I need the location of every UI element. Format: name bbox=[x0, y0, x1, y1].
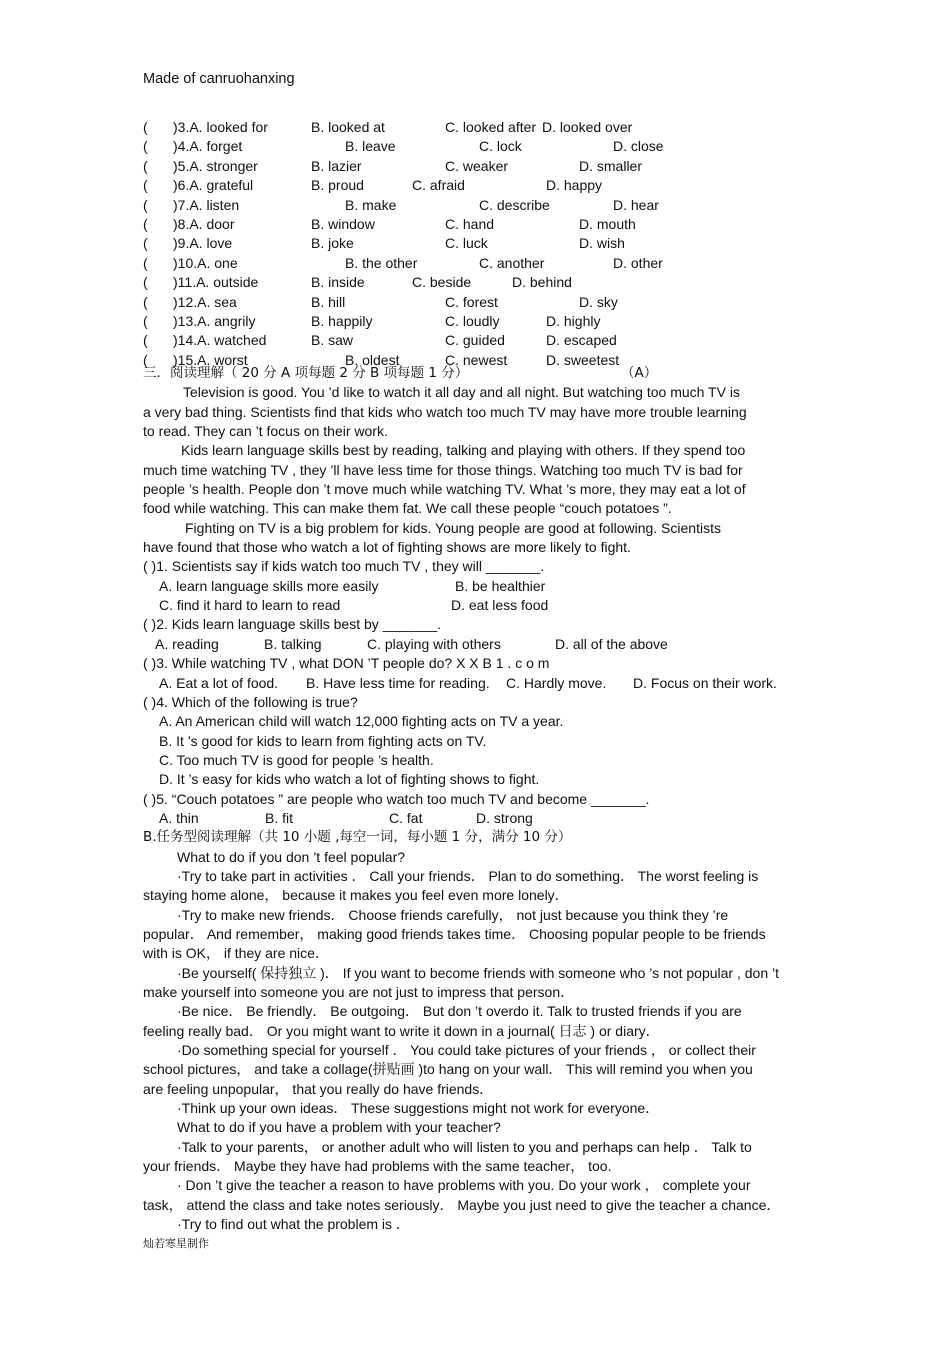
passage-b-text: ·Be nice． Be friendly． Be outgoing． But don ’t overdo it. Talk to trusted friends if you are bbox=[177, 1003, 742, 1020]
cloze-option-c: C. newest bbox=[445, 351, 508, 368]
cloze-option-c: C. luck bbox=[445, 235, 488, 252]
cloze-row bbox=[143, 312, 863, 331]
part-b-heading bbox=[143, 828, 843, 847]
cloze-question-a: )14.A. watched bbox=[173, 332, 267, 349]
cloze-answer-bracket: ( bbox=[143, 293, 148, 310]
passage-b-line bbox=[143, 1157, 843, 1176]
option-a: A. reading bbox=[155, 635, 219, 652]
option-b: B. be healthier bbox=[455, 577, 546, 594]
question-stem bbox=[143, 693, 843, 712]
cloze-question-a: )7.A. listen bbox=[173, 196, 240, 213]
cloze-option-d: D. behind bbox=[512, 274, 572, 291]
cloze-question-a: )4.A. forget bbox=[173, 138, 243, 155]
question-text: ( )4. Which of the following is true? bbox=[143, 693, 358, 710]
option-row bbox=[143, 712, 843, 731]
cloze-option-c: C. hand bbox=[445, 215, 495, 232]
passage-b-text: ·Be yourself( 保持独立 )． If you want to become friends with someone who ’s not popular , don ’t bbox=[177, 964, 780, 981]
cloze-option-d: D. escaped bbox=[546, 332, 617, 349]
option-row bbox=[143, 751, 843, 770]
passage-b-text: What to do if you have a problem with your teacher? bbox=[177, 1119, 501, 1136]
passage-a bbox=[143, 383, 843, 557]
cloze-option-b: B. the other bbox=[345, 254, 418, 271]
cloze-answer-bracket: ( bbox=[143, 351, 148, 368]
option-a: A. Eat a lot of food. bbox=[159, 674, 279, 691]
passage-b-text: are feeling unpopular， that you really do have friends． bbox=[143, 1080, 494, 1097]
passage-b-line bbox=[143, 906, 843, 925]
question-text: ( )2. Kids learn language skills best by _______. bbox=[143, 616, 442, 633]
cloze-question-a: )6.A. grateful bbox=[173, 177, 254, 194]
passage-b-line bbox=[143, 1002, 843, 1021]
passage-b-line bbox=[143, 1176, 843, 1195]
passage-a-text: a very bad thing. Scientists find that kids who watch too much TV may have more trouble learning bbox=[143, 403, 747, 420]
option-c: C. playing with others bbox=[367, 635, 501, 652]
cloze-option-b: B. lazier bbox=[311, 157, 362, 174]
option-d: D. It ’s easy for kids who watch a lot of fighting shows to fight. bbox=[159, 771, 540, 788]
question-stem bbox=[143, 654, 843, 673]
passage-b-line bbox=[143, 1215, 843, 1234]
passage-a-text: Fighting on TV is a big problem for kids. Young people are good at following. Scientists bbox=[185, 519, 721, 536]
passage-b-text: What to do if you don ’t feel popular? bbox=[177, 848, 406, 865]
passage-b-text: ·Try to make new friends． Choose friends carefully， not just because you think they ’re bbox=[177, 906, 729, 923]
part-a-label: （A） bbox=[621, 365, 658, 381]
passage-b-text: feeling really bad． Or you might want to write it down in a journal( 日志 ) or diary． bbox=[143, 1022, 660, 1039]
cloze-option-b: B. make bbox=[345, 196, 397, 213]
cloze-option-c: C. looked after bbox=[445, 119, 537, 135]
cloze-option-c: C. lock bbox=[479, 138, 522, 155]
passage-a-text: food while watching. This can make them fat. We call these people “couch potatoes ”. bbox=[143, 500, 672, 517]
cloze-answer-bracket: ( bbox=[143, 177, 148, 194]
passage-b-line bbox=[143, 944, 843, 963]
cloze-question-a: )9.A. love bbox=[173, 235, 233, 252]
cloze-question-a: )5.A. stronger bbox=[173, 157, 258, 174]
passage-b-line bbox=[143, 983, 843, 1002]
passage-b-line bbox=[143, 1060, 843, 1079]
cloze-answer-bracket: ( bbox=[143, 254, 148, 271]
cloze-option-b: B. proud bbox=[311, 177, 364, 194]
option-b: B. Have less time for reading. bbox=[306, 674, 490, 691]
cloze-answer-bracket: ( bbox=[143, 312, 148, 329]
option-row bbox=[143, 770, 843, 789]
cloze-question-a: )10.A. one bbox=[173, 254, 238, 271]
cloze-option-d: D. highly bbox=[546, 312, 601, 329]
cloze-option-c: C. weaker bbox=[445, 157, 509, 174]
option-b: B. fit bbox=[265, 809, 294, 826]
passage-b-line bbox=[143, 1080, 843, 1099]
cloze-option-d: D. hear bbox=[613, 196, 659, 213]
passage-a-line bbox=[143, 538, 843, 557]
cloze-row bbox=[143, 215, 863, 234]
question-text: ( )1. Scientists say if kids watch too much TV , they will _______. bbox=[143, 558, 545, 575]
passage-b-text: ·Talk to your parents， or another adult who will listen to you and perhaps can help ． Talk to bbox=[177, 1138, 752, 1155]
cloze-option-b: B. hill bbox=[311, 293, 346, 310]
passage-b-line bbox=[143, 886, 843, 905]
cloze-row bbox=[143, 273, 863, 292]
option-d: D. Focus on their work. bbox=[633, 674, 777, 691]
passage-b-line bbox=[143, 925, 843, 944]
option-row bbox=[143, 809, 843, 828]
passage-b-text: ·Try to take part in activities ． Call your friends． Plan to do something． The worst feeling is bbox=[177, 867, 759, 884]
passage-b-text: popular． And remember， making good friends takes time． Choosing popular people to be friends bbox=[143, 925, 766, 942]
question-text: ( )3. While watching TV , what DON ’T people do? X X B 1 . c o m bbox=[143, 655, 550, 672]
option-a: A. An American child will watch 12,000 fighting acts on TV a year. bbox=[159, 713, 564, 730]
cloze-question-a: )8.A. door bbox=[173, 215, 235, 232]
cloze-option-b: B. leave bbox=[345, 138, 396, 155]
cloze-option-d: D. mouth bbox=[579, 215, 636, 232]
cloze-answer-bracket: ( bbox=[143, 274, 148, 291]
cloze-option-b: B. oldest bbox=[345, 351, 400, 368]
cloze-option-b: B. inside bbox=[311, 274, 365, 291]
cloze-row bbox=[143, 157, 863, 176]
passage-a-text: to read. They can ’t focus on their work. bbox=[143, 423, 388, 440]
cloze-option-d: D. other bbox=[613, 254, 663, 271]
passage-b-line bbox=[143, 964, 843, 983]
passage-a-line bbox=[143, 461, 843, 480]
passage-a-line bbox=[143, 383, 843, 402]
option-b: B. talking bbox=[264, 635, 322, 652]
part-b-title: B.任务型阅读理解（共 10 小题 ,每空一词，每小题 1 分，满分 10 分） bbox=[143, 829, 572, 846]
option-b: B. It ’s good for kids to learn from fighting acts on TV. bbox=[159, 732, 487, 749]
page-header: Made of canruohanxing bbox=[143, 71, 295, 87]
section-three-heading bbox=[143, 364, 843, 383]
question-stem bbox=[143, 615, 843, 634]
cloze-option-c: C. loudly bbox=[445, 312, 500, 329]
passage-a-text: have found that those who watch a lot of fighting shows are more likely to fight. bbox=[143, 539, 631, 556]
passage-b-text: task， attend the class and take notes seriously． Maybe you just need to give the teacher a chance． bbox=[143, 1196, 781, 1213]
passage-b-text: make yourself into someone you are not just to impress that person． bbox=[143, 984, 575, 1000]
option-row bbox=[143, 674, 843, 693]
cloze-row bbox=[143, 118, 863, 137]
cloze-answer-bracket: ( bbox=[143, 119, 148, 135]
cloze-option-d: D. sky bbox=[579, 293, 618, 310]
question-stem bbox=[143, 790, 843, 809]
cloze-answer-bracket: ( bbox=[143, 157, 148, 174]
cloze-answer-bracket: ( bbox=[143, 215, 148, 232]
cloze-row bbox=[143, 331, 863, 350]
cloze-option-d: D. wish bbox=[579, 235, 625, 252]
option-c: C. find it hard to learn to read bbox=[159, 597, 341, 614]
option-d: D. strong bbox=[476, 809, 533, 826]
option-d: D. all of the above bbox=[555, 635, 668, 652]
cloze-row bbox=[143, 234, 863, 253]
cloze-option-d: D. close bbox=[613, 138, 664, 155]
cloze-answer-bracket: ( bbox=[143, 196, 148, 213]
cloze-question-a: )3.A. looked for bbox=[173, 119, 268, 135]
option-c: C. fat bbox=[389, 809, 423, 826]
passage-b-line bbox=[143, 1022, 843, 1041]
cloze-option-d: D. looked over bbox=[542, 119, 633, 135]
cloze-row bbox=[143, 176, 863, 195]
cloze-option-c: C. forest bbox=[445, 293, 498, 310]
passage-b-text: school pictures， and take a collage(拼贴画 )to hang on your wall． This will remind you when you bbox=[143, 1061, 753, 1078]
cloze-answer-bracket: ( bbox=[143, 235, 148, 252]
cloze-question-a: )12.A. sea bbox=[173, 293, 237, 310]
cloze-answer-bracket: ( bbox=[143, 138, 148, 155]
passage-a-line bbox=[143, 480, 843, 499]
cloze-option-c: C. guided bbox=[445, 332, 505, 349]
option-row bbox=[143, 577, 843, 596]
cloze-option-b: B. looked at bbox=[311, 119, 385, 135]
cloze-row bbox=[143, 293, 863, 312]
option-row bbox=[143, 596, 843, 615]
cloze-question-a: )11.A. outside bbox=[173, 274, 259, 291]
passage-a-line bbox=[143, 403, 843, 422]
cloze-option-c: C. beside bbox=[412, 274, 472, 291]
cloze-options-list bbox=[143, 118, 863, 370]
passage-b-line bbox=[143, 1138, 843, 1157]
passage-a-text: much time watching TV , they ’ll have less time for those things. Watching too much TV is bad for bbox=[143, 461, 743, 478]
cloze-option-d: D. happy bbox=[546, 177, 603, 194]
cloze-option-b: B. joke bbox=[311, 235, 354, 252]
passage-b-text: ·Do something special for yourself ． You could take pictures of your friends ， or collect their bbox=[177, 1042, 756, 1059]
passage-b-line bbox=[143, 848, 843, 867]
cloze-option-b: B. window bbox=[311, 215, 375, 232]
passage-b-text: your friends． Maybe they have had problems with the same teacher， too. bbox=[143, 1158, 612, 1175]
cloze-answer-bracket: ( bbox=[143, 332, 148, 349]
passage-a-text: people ’s health. People don ’t move much while watching TV. What ’s more, they may eat a lot of bbox=[143, 481, 746, 498]
passage-b-text: ·Think up your own ideas． These suggestions might not work for everyone． bbox=[177, 1100, 660, 1117]
cloze-option-d: D. sweetest bbox=[546, 351, 620, 368]
passage-b bbox=[143, 848, 843, 1235]
cloze-option-b: B. saw bbox=[311, 332, 354, 349]
passage-a-text: Kids learn language skills best by reading, talking and playing with others. If they spend too bbox=[181, 442, 746, 459]
option-row bbox=[143, 635, 843, 654]
passage-a-line bbox=[143, 499, 843, 518]
cloze-row bbox=[143, 137, 863, 156]
passage-b-text: · Don ’t give the teacher a reason to have problems with you. Do your work ， complete your bbox=[177, 1177, 751, 1194]
passage-b-text: staying home alone， because it makes you feel even more lonely． bbox=[143, 887, 569, 904]
passage-a-line bbox=[143, 422, 843, 441]
cloze-row bbox=[143, 254, 863, 273]
questions-a bbox=[143, 557, 843, 828]
option-row bbox=[143, 732, 843, 751]
option-c: C. Hardly move. bbox=[506, 674, 607, 691]
passage-b-text: ·Try to find out what the problem is ． bbox=[177, 1216, 410, 1233]
passage-a-text: Television is good. You ’d like to watch it all day and all night. But watching too much TV is bbox=[183, 384, 740, 401]
passage-a-line bbox=[143, 441, 843, 460]
cloze-option-b: B. happily bbox=[311, 312, 373, 329]
option-a: A. thin bbox=[159, 809, 199, 826]
question-text: ( )5. “Couch potatoes ” are people who watch too much TV and become _______. bbox=[143, 790, 650, 807]
cloze-question-a: )13.A. angrily bbox=[173, 312, 256, 329]
passage-b-line bbox=[143, 1099, 843, 1118]
passage-b-line bbox=[143, 1118, 843, 1137]
cloze-option-c: C. describe bbox=[479, 196, 550, 213]
option-a: A. learn language skills more easily bbox=[159, 577, 379, 594]
option-d: D. eat less food bbox=[451, 597, 549, 614]
section-three-title: 三．阅读理解（ 20 分 A 项每题 2 分 B 项每题 1 分） bbox=[143, 365, 469, 381]
passage-b-text: with is OK， if they are nice． bbox=[143, 945, 329, 962]
page-footer: 灿若寒星制作 bbox=[143, 1237, 209, 1250]
reading-section bbox=[143, 364, 843, 1234]
cloze-row bbox=[143, 196, 863, 215]
passage-b-line bbox=[143, 867, 843, 886]
cloze-option-c: C. afraid bbox=[412, 177, 465, 194]
option-c: C. Too much TV is good for people ’s health. bbox=[159, 751, 434, 768]
cloze-option-c: C. another bbox=[479, 254, 545, 271]
question-stem bbox=[143, 557, 843, 576]
passage-a-line bbox=[143, 519, 843, 538]
cloze-question-a: )15.A. worst bbox=[173, 351, 248, 368]
passage-b-line bbox=[143, 1041, 843, 1060]
cloze-option-d: D. smaller bbox=[579, 157, 643, 174]
passage-b-line bbox=[143, 1196, 843, 1215]
